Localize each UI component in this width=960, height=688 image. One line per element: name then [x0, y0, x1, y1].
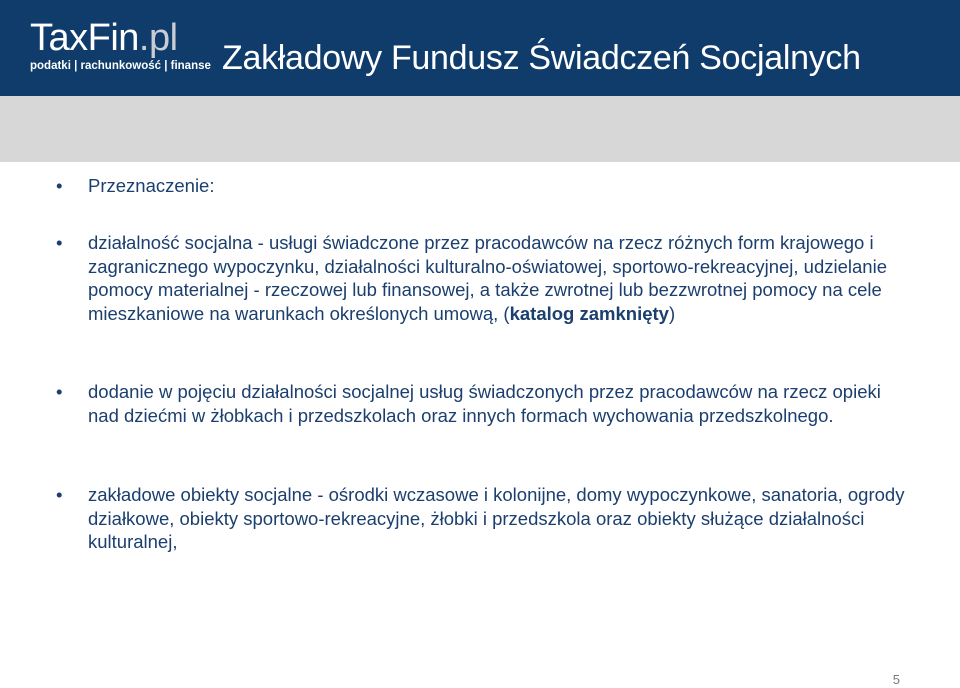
bullet-social-activity-closing: ) [668, 302, 676, 324]
logo-name: TaxFin [30, 17, 139, 59]
bullet-social-facilities: • zakładowe obiekty socjalne - ośrodki wczasowe i kolonijne, domy wypoczynkowe, sanatoria, ogrody działkowe, obiekty sportowo-rekreacyjne, żłobki i przedszkola oraz obiekty służące działalności kulturalnej, [88, 483, 908, 554]
logo-wordmark [30, 18, 178, 58]
page-number: 5 [892, 672, 900, 687]
header-divider-band [0, 96, 960, 162]
logo-tagline: podatki | rachunkowość | finanse [30, 60, 211, 72]
slide-title: Zakładowy Fundusz Świadczeń Socjalnych [222, 39, 861, 77]
taxfin-logo[interactable] [30, 17, 211, 78]
bullet-childcare-services: • dodanie w pojęciu działalności socjalnej usług świadczonych przez pracodawców na rzecz opieki nad dziećmi w żłobkach i przedszkolach oraz innych formach wychowania przedszkolnego. [88, 380, 908, 427]
closed-catalog-emphasis: katalog zamknięty [509, 302, 669, 324]
slide-header [0, 0, 960, 96]
bullet-purpose-heading: • Przeznaczenie: [88, 174, 908, 198]
bullet-social-activity-text: działalność socjalna - usługi świadczone przez pracodawców na rzecz różnych form krajowego i zagranicznego wypoczynku, działalności kulturalno-oświatowej, sportowo-rekreacyjnej, udzielanie pomocy materialnej - rzeczowej lub finansowej, a także zwrotnej lub bezzwrotnej pomocy na cele mieszkaniowe na warunkach określonych umową, ( [88, 232, 887, 324]
bullet-social-activity [88, 231, 908, 325]
logo-domain: .pl [138, 17, 178, 59]
